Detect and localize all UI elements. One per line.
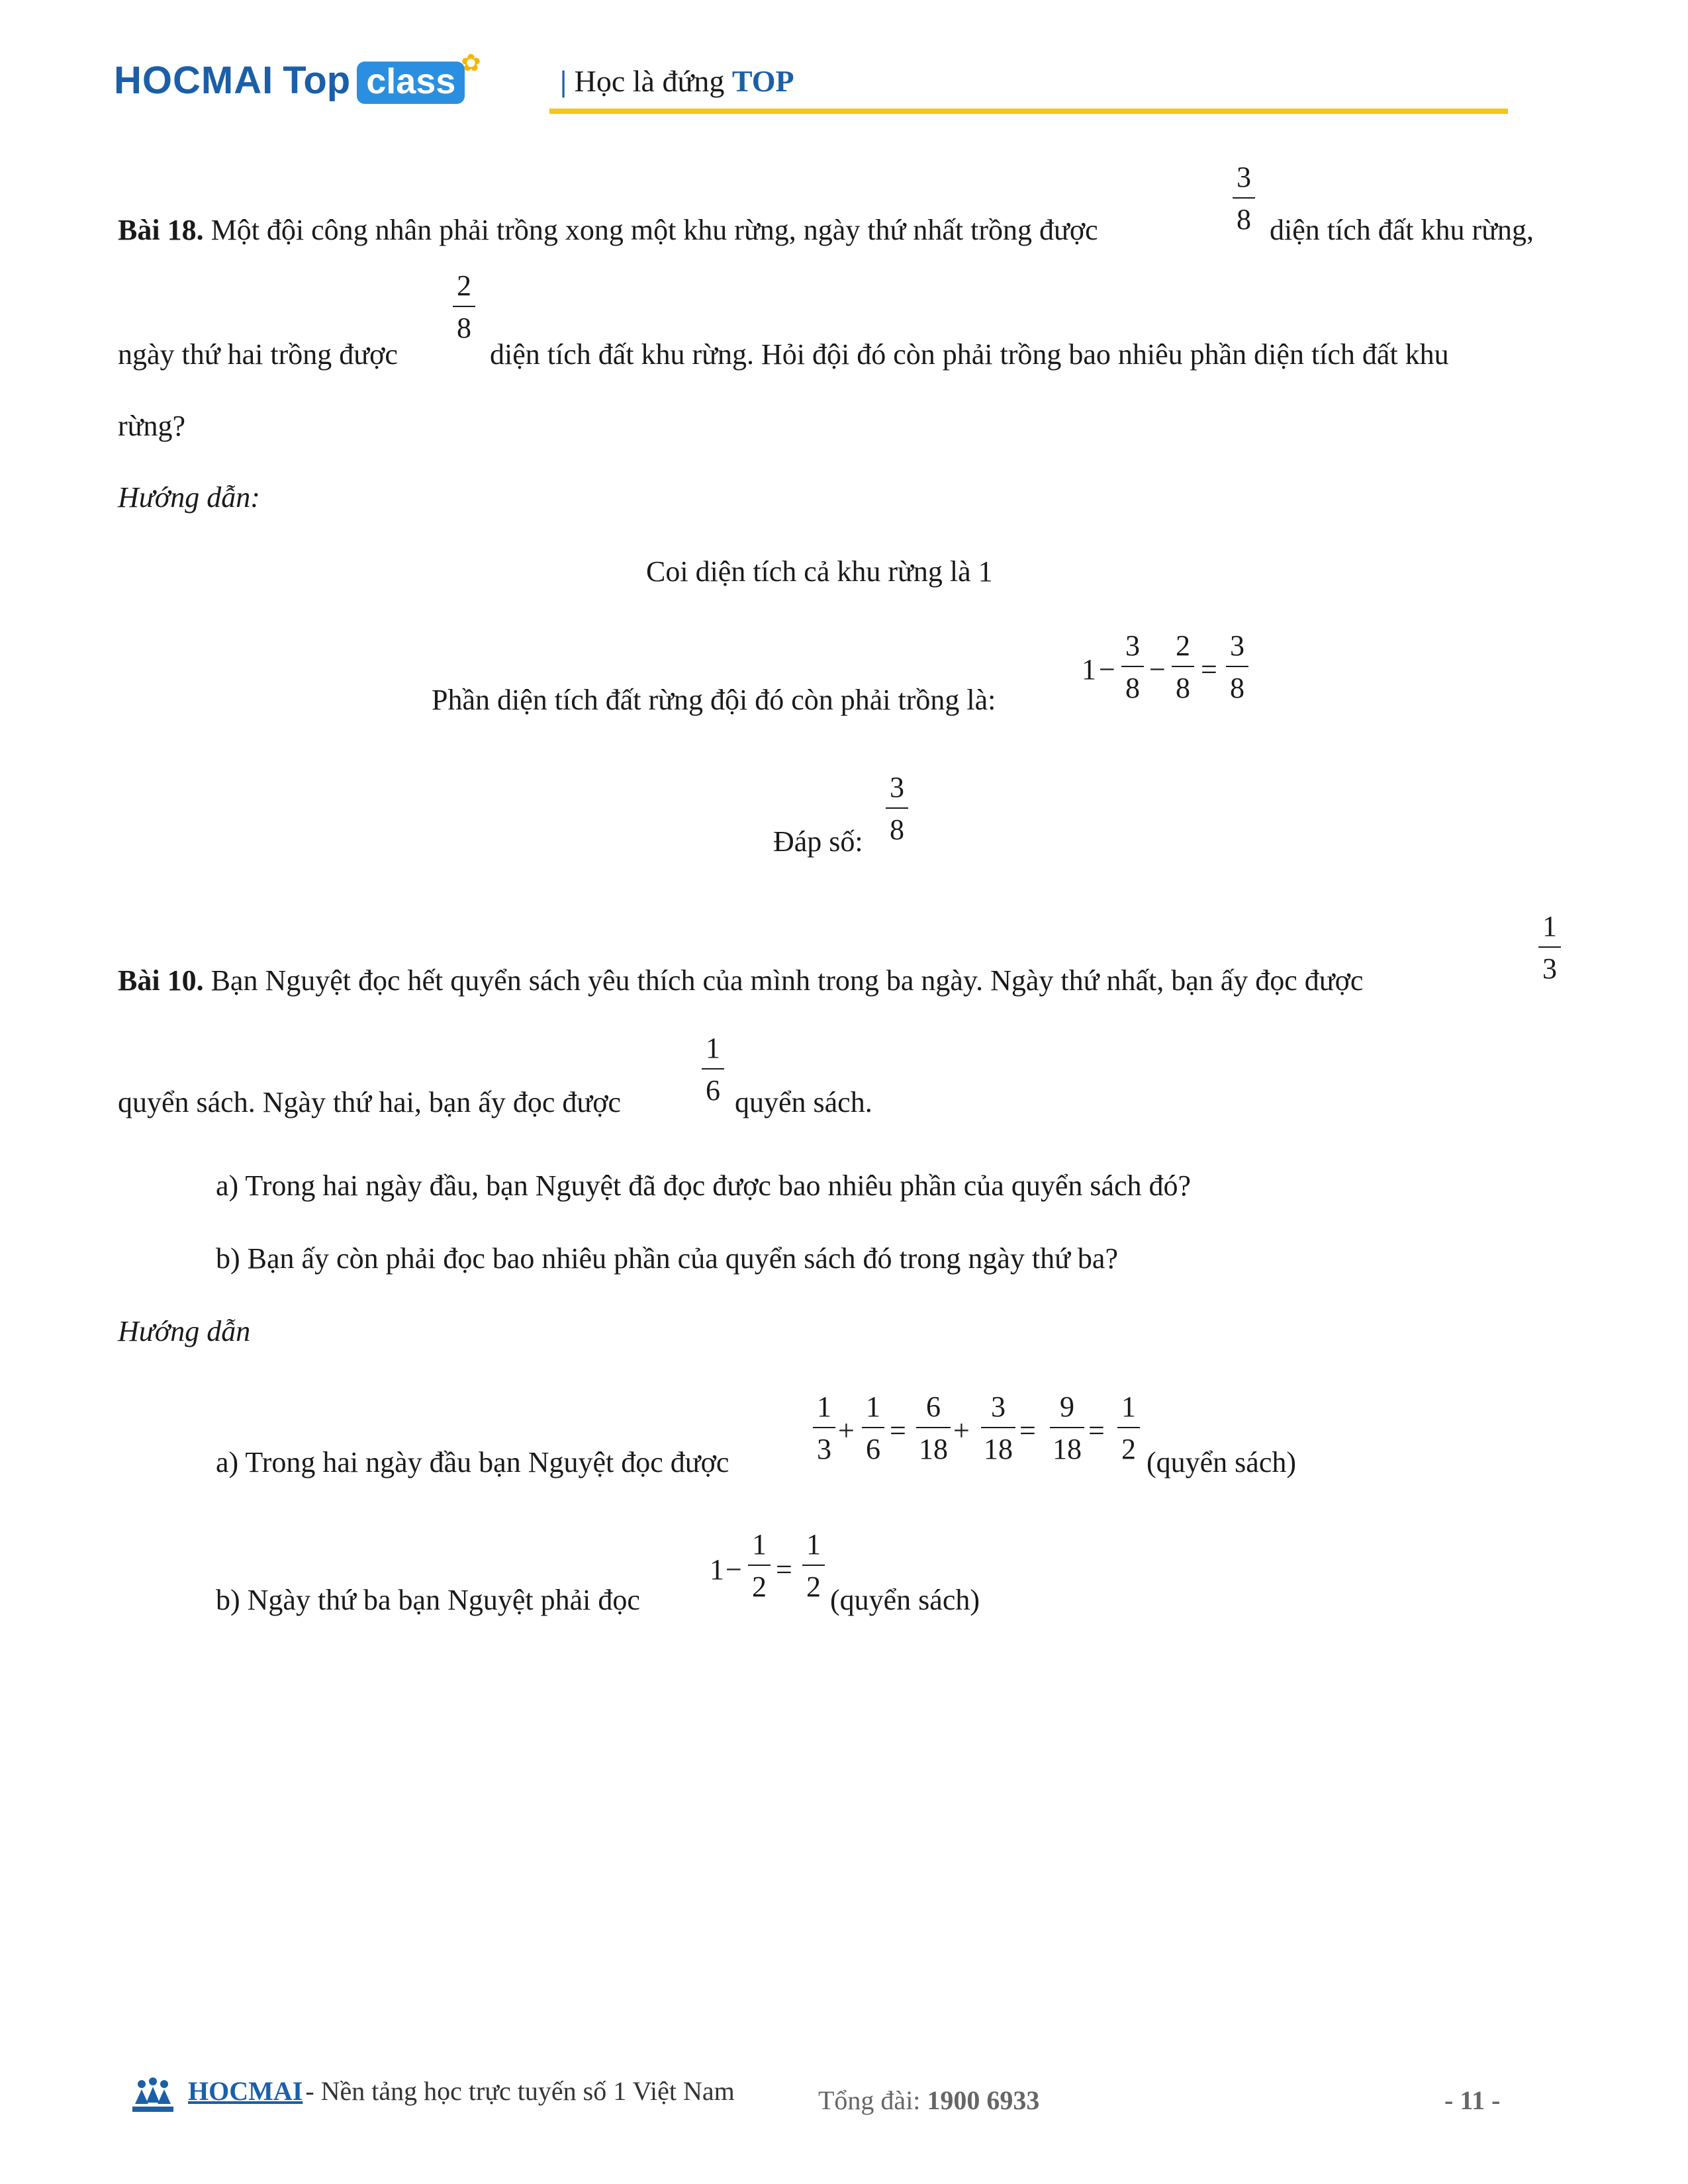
bai10-eq-b-unit: (quyển sách) — [830, 1584, 980, 1616]
bai10-line1 — [118, 966, 1363, 995]
bai10-question-a: a) Trong hai ngày đầu, bạn Nguyệt đã đọc được bao nhiêu phần của quyển sách đó? — [216, 1169, 1192, 1202]
bai18-answer-label: Đáp số: — [773, 825, 863, 858]
header-rule — [549, 109, 1508, 114]
bai18-text3: rừng? — [118, 410, 186, 442]
bai18-eq-frac-1: 3 8 — [1121, 631, 1144, 703]
equals-sign: = — [776, 1553, 792, 1586]
header-logo — [114, 50, 488, 109]
footer-text: - Nền tảng học trực tuyến số 1 Việt Nam — [305, 2076, 735, 2106]
bai18-eq-frac-2: 2 8 — [1172, 631, 1194, 703]
footer-hotline — [818, 2085, 1039, 2116]
plus-sign: + — [953, 1414, 970, 1447]
bai18-guide-label: Hướng dẫn: — [118, 481, 260, 514]
tagline-top: TOP — [731, 64, 794, 98]
bai10-eq-b-frac-2: 1 2 — [802, 1530, 825, 1602]
equals-sign: = — [1019, 1414, 1036, 1447]
bai18-solution-2: Phần diện tích đất rừng đội đó còn phải trồng là: — [432, 684, 996, 716]
minus-sign: − — [1099, 653, 1115, 686]
bai10-text2-end: quyển sách. — [735, 1086, 872, 1118]
bai18-line1 — [118, 216, 1098, 245]
hocmai-people-icon — [130, 2077, 176, 2118]
footer-page-number: - 11 - — [1444, 2085, 1501, 2115]
bai10-eq-a-frac-6: 1 2 — [1117, 1392, 1140, 1464]
minus-sign: − — [1149, 653, 1166, 686]
equals-sign: = — [890, 1414, 906, 1447]
footer-brand-link[interactable]: HOCMAI — [188, 2076, 303, 2106]
bai18-fraction-1: 3 8 — [1233, 163, 1255, 234]
footer-hotline-number: 1900 6933 — [927, 2085, 1040, 2115]
bai18-text1: Một đội công nhân phải trồng xong một khu rừng, ngày thứ nhất trồng được — [211, 214, 1098, 246]
bai10-solution-b: b) Ngày thứ ba bạn Nguyệt phải đọc — [216, 1584, 640, 1616]
bai10-eq-a-unit: (quyển sách) — [1147, 1446, 1297, 1479]
bai10-guide-label: Hướng dẫn — [118, 1315, 251, 1347]
star-icon: ✿ — [461, 50, 481, 76]
bai10-fraction-2: 1 6 — [702, 1034, 724, 1105]
bai18-text1-end: diện tích đất khu rừng, — [1270, 214, 1534, 246]
bai18-fraction-2: 2 8 — [453, 271, 475, 343]
bai10-text2-start: quyển sách. Ngày thứ hai, bạn ấy đọc được — [118, 1086, 622, 1118]
bai10-text1: Bạn Nguyệt đọc hết quyển sách yêu thích của mình trong ba ngày. Ngày thứ nhất, bạn ấy đọc được — [211, 964, 1364, 997]
header-tagline — [560, 64, 794, 99]
bai18-eq-frac-3: 3 8 — [1226, 631, 1248, 703]
bai10-question-b: b) Bạn ấy còn phải đọc bao nhiêu phần của quyển sách đó trong ngày thứ ba? — [216, 1242, 1118, 1275]
footer — [130, 2075, 735, 2118]
bai10-eq-b-frac-1: 1 2 — [748, 1530, 771, 1602]
bai18-answer-fraction: 3 8 — [886, 773, 908, 844]
logo-top-text: Top — [283, 59, 351, 102]
bai18-solution-1: Coi diện tích cả khu rừng là 1 — [646, 555, 993, 588]
tagline-text: Học là đứng — [574, 64, 725, 98]
bai10-eq-a-frac-4: 3 18 — [981, 1392, 1015, 1464]
footer-hotline-label: Tổng đài: — [818, 2085, 921, 2115]
bai18-text2-start: ngày thứ hai trồng được — [118, 338, 398, 371]
plus-sign: + — [838, 1414, 855, 1447]
bai18-title: Bài 18. — [118, 214, 204, 246]
bai10-eq-b-one: 1 — [710, 1553, 724, 1586]
bai18-text2-end: diện tích đất khu rừng. Hỏi đội đó còn phải trồng bao nhiêu phần diện tích đất khu — [490, 338, 1449, 371]
bai10-eq-a-frac-5: 9 18 — [1050, 1392, 1084, 1464]
logo-hocmai-text: HOCMAI — [114, 59, 274, 102]
logo-class-badge: class — [357, 62, 465, 104]
bai18-eq-one: 1 — [1082, 653, 1096, 686]
equals-sign: = — [1088, 1414, 1105, 1447]
bai10-title: Bài 10. — [118, 964, 204, 997]
bai10-fraction-1: 1 3 — [1538, 912, 1561, 983]
bai10-eq-a-frac-2: 1 6 — [862, 1392, 884, 1464]
bai10-eq-a-frac-3: 6 18 — [916, 1392, 951, 1464]
bai10-solution-a: a) Trong hai ngày đầu bạn Nguyệt đọc được — [216, 1446, 729, 1479]
equals-sign: = — [1201, 653, 1217, 686]
bai10-eq-a-frac-1: 1 3 — [813, 1392, 835, 1464]
minus-sign: − — [726, 1553, 742, 1586]
tagline-divider: | — [560, 64, 567, 98]
